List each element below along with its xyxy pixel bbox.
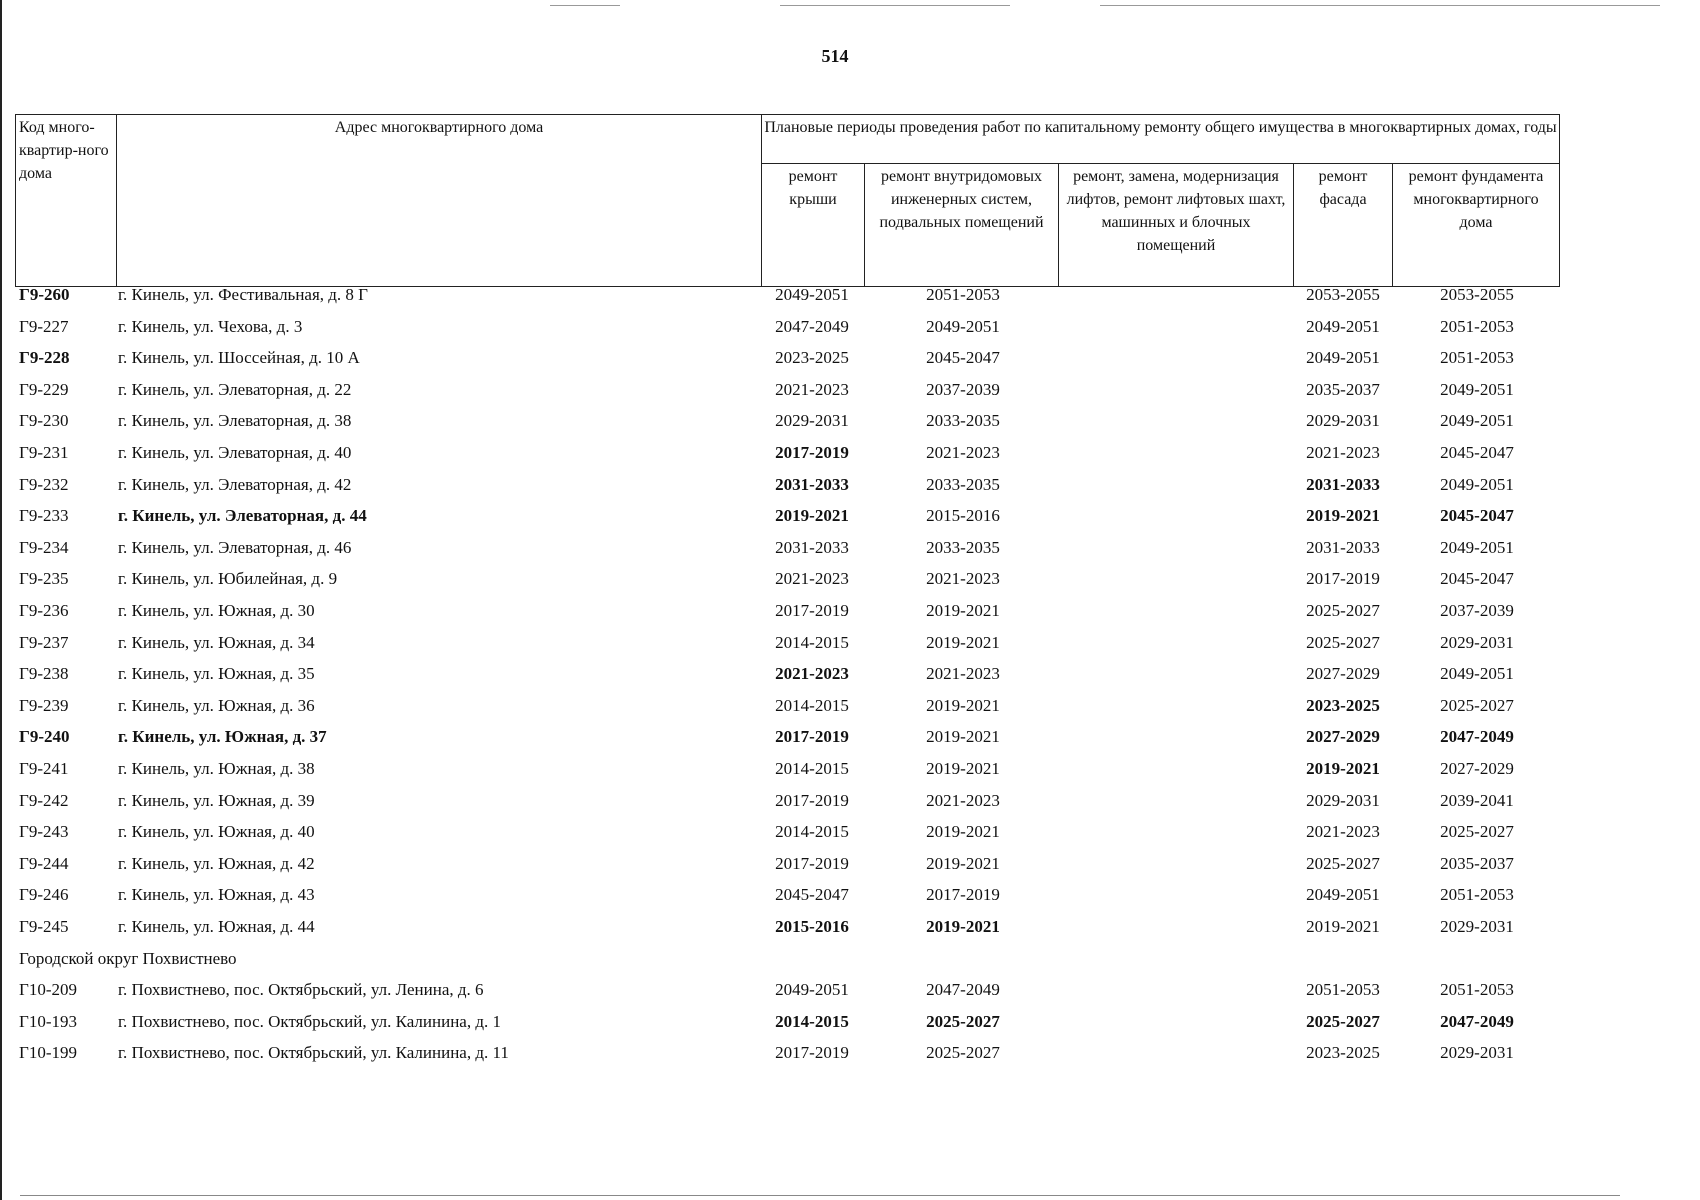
scan-line-top (1100, 5, 1660, 6)
cell-facade: 2049-2051 (1306, 316, 1380, 336)
cell-code: Г9-260 (19, 285, 70, 304)
cell-foundation: 2047-2049 (1440, 1011, 1514, 1031)
cell-foundation: 2049-2051 (1440, 411, 1514, 431)
cell-engineering: 2025-2027 (926, 1043, 1000, 1063)
cell-engineering: 2037-2039 (926, 379, 1000, 399)
cell-address: г. Кинель, ул. Южная, д. 40 (118, 822, 315, 842)
cell-address: г. Похвистнево, пос. Октябрьский, ул. Ленина, д. 6 (118, 980, 484, 1000)
cell-address: г. Кинель, ул. Юбилейная, д. 9 (118, 569, 338, 589)
cell-facade: 2025-2027 (1306, 601, 1380, 620)
cell-facade: 2021-2023 (1306, 822, 1380, 842)
table-row (0, 727, 1700, 759)
cell-code: Г9-244 (19, 853, 69, 873)
table-row (0, 443, 1700, 475)
cell-roof: 2049-2051 (775, 980, 849, 1000)
scan-line-top (780, 5, 1010, 6)
cell-address: г. Кинель, ул. Южная, д. 36 (118, 695, 315, 715)
cell-engineering: 2019-2021 (926, 759, 1000, 778)
cell-code: Г9-236 (19, 601, 69, 620)
table-header (15, 114, 1560, 287)
cell-engineering: 2021-2023 (926, 790, 1000, 810)
cell-engineering: 2049-2051 (926, 316, 1000, 336)
cell-roof: 2023-2025 (775, 348, 849, 368)
cell-facade: 2049-2051 (1306, 348, 1380, 368)
cell-engineering: 2045-2047 (926, 348, 1000, 368)
cell-facade: 2035-2037 (1306, 379, 1380, 399)
cell-code: Г9-237 (19, 632, 69, 652)
cell-roof: 2031-2033 (775, 474, 849, 494)
cell-code: Г9-229 (19, 379, 69, 399)
table-row (0, 633, 1700, 665)
cell-foundation: 2049-2051 (1440, 664, 1514, 684)
table-row (0, 1012, 1700, 1044)
cell-engineering: 2017-2019 (926, 885, 1000, 905)
cell-roof: 2029-2031 (775, 411, 849, 431)
cell-roof: 2014-2015 (775, 822, 849, 842)
header-code: Код много-квартир-ного дома (16, 115, 117, 287)
cell-roof: 2017-2019 (775, 727, 849, 747)
cell-address: г. Кинель, ул. Фестивальная, д. 8 Г (118, 285, 369, 304)
cell-foundation: 2039-2041 (1440, 790, 1514, 810)
cell-address: г. Кинель, ул. Чехова, д. 3 (118, 316, 303, 336)
table-row (0, 980, 1700, 1012)
table-row (0, 348, 1700, 380)
cell-roof: 2031-2033 (775, 537, 849, 557)
cell-roof: 2021-2023 (775, 664, 849, 684)
table-row (0, 696, 1700, 728)
cell-code: Г9-238 (19, 664, 69, 684)
cell-engineering: 2033-2035 (926, 474, 1000, 494)
cell-code: Г9-242 (19, 790, 69, 810)
cell-foundation: 2053-2055 (1440, 285, 1514, 304)
cell-foundation: 2029-2031 (1440, 917, 1514, 936)
header-engineering: ремонт внутридомовых инженерных систем, подвальных помещений (865, 163, 1059, 286)
cell-code: Г9-239 (19, 695, 69, 715)
cell-foundation: 2045-2047 (1440, 506, 1514, 526)
cell-address: г. Кинель, ул. Шоссейная, д. 10 А (118, 348, 360, 368)
cell-foundation: 2037-2039 (1440, 601, 1514, 620)
cell-facade: 2031-2033 (1306, 474, 1380, 494)
cell-facade: 2019-2021 (1306, 917, 1380, 936)
cell-foundation: 2049-2051 (1440, 379, 1514, 399)
cell-roof: 2017-2019 (775, 443, 849, 462)
scan-line-bottom (20, 1195, 1620, 1196)
cell-roof: 2021-2023 (775, 379, 849, 399)
cell-foundation: 2029-2031 (1440, 632, 1514, 652)
cell-address: г. Кинель, ул. Южная, д. 44 (118, 917, 315, 936)
cell-facade: 2023-2025 (1306, 1043, 1380, 1063)
table-row (0, 317, 1700, 349)
cell-engineering: 2019-2021 (926, 727, 1000, 747)
cell-facade: 2053-2055 (1306, 285, 1380, 304)
cell-code: Г9-246 (19, 885, 69, 905)
cell-engineering: 2047-2049 (926, 980, 1000, 1000)
cell-address: г. Кинель, ул. Южная, д. 39 (118, 790, 315, 810)
cell-address: г. Кинель, ул. Южная, д. 38 (118, 759, 315, 778)
cell-engineering: 2019-2021 (926, 695, 1000, 715)
cell-address: г. Кинель, ул. Южная, д. 34 (118, 632, 315, 652)
cell-foundation: 2051-2053 (1440, 348, 1514, 368)
cell-roof: 2021-2023 (775, 569, 849, 589)
cell-foundation: 2049-2051 (1440, 474, 1514, 494)
cell-engineering: 2025-2027 (926, 1011, 1000, 1031)
table-row (0, 822, 1700, 854)
cell-foundation: 2047-2049 (1440, 727, 1514, 747)
cell-roof: 2047-2049 (775, 316, 849, 336)
cell-foundation: 2051-2053 (1440, 980, 1514, 1000)
cell-address: г. Кинель, ул. Южная, д. 30 (118, 601, 315, 620)
cell-code: Г9-234 (19, 537, 69, 557)
table-row (0, 475, 1700, 507)
cell-foundation: 2025-2027 (1440, 695, 1514, 715)
cell-address: г. Кинель, ул. Южная, д. 42 (118, 853, 315, 873)
cell-code: Г9-240 (19, 727, 70, 747)
header-address: Адрес многоквартирного дома (117, 115, 762, 287)
cell-foundation: 2049-2051 (1440, 537, 1514, 557)
table-row (0, 506, 1700, 538)
cell-facade: 2019-2021 (1306, 506, 1380, 526)
cell-facade: 2025-2027 (1306, 1011, 1380, 1031)
cell-code: Г9-241 (19, 759, 69, 778)
cell-engineering: 2051-2053 (926, 285, 1000, 304)
cell-facade: 2025-2027 (1306, 853, 1380, 873)
cell-roof: 2015-2016 (775, 917, 849, 936)
table-row (0, 411, 1700, 443)
cell-address: г. Кинель, ул. Южная, д. 43 (118, 885, 315, 905)
cell-address: г. Похвистнево, пос. Октябрьский, ул. Калинина, д. 1 (118, 1011, 501, 1031)
scan-line-top (550, 5, 620, 6)
header-facade: ремонт фасада (1294, 163, 1393, 286)
cell-roof: 2017-2019 (775, 601, 849, 620)
section-title: Городской округ Похвистнево (19, 948, 237, 968)
cell-foundation: 2027-2029 (1440, 759, 1514, 778)
cell-engineering: 2021-2023 (926, 569, 1000, 589)
cell-engineering: 2019-2021 (926, 822, 1000, 842)
cell-code: Г9-233 (19, 506, 69, 526)
cell-address: г. Кинель, ул. Элеваторная, д. 22 (118, 379, 352, 399)
cell-engineering: 2015-2016 (926, 506, 1000, 526)
table-row (0, 854, 1700, 886)
cell-address: г. Похвистнево, пос. Октябрьский, ул. Калинина, д. 11 (118, 1043, 509, 1063)
cell-roof: 2017-2019 (775, 853, 849, 873)
cell-code: Г10-199 (19, 1043, 77, 1063)
cell-code: Г9-230 (19, 411, 69, 431)
cell-foundation: 2051-2053 (1440, 885, 1514, 905)
header-roof: ремонт крыши (762, 163, 865, 286)
cell-roof: 2019-2021 (775, 506, 849, 526)
cell-engineering: 2033-2035 (926, 411, 1000, 431)
cell-facade: 2027-2029 (1306, 664, 1380, 684)
cell-roof: 2014-2015 (775, 1011, 849, 1031)
cell-address: г. Кинель, ул. Элеваторная, д. 38 (118, 411, 352, 431)
table-row (0, 885, 1700, 917)
page-number: 514 (821, 46, 849, 66)
cell-engineering: 2021-2023 (926, 443, 1000, 462)
cell-engineering: 2019-2021 (926, 917, 1000, 936)
table-row (0, 601, 1700, 633)
cell-engineering: 2019-2021 (926, 853, 1000, 873)
table-row (0, 1043, 1700, 1075)
cell-address: г. Кинель, ул. Южная, д. 37 (118, 727, 327, 747)
cell-facade: 2051-2053 (1306, 980, 1380, 1000)
cell-code: Г9-235 (19, 569, 69, 589)
cell-engineering: 2021-2023 (926, 664, 1000, 684)
cell-roof: 2014-2015 (775, 695, 849, 715)
table-row (0, 380, 1700, 412)
cell-engineering: 2019-2021 (926, 601, 1000, 620)
cell-foundation: 2029-2031 (1440, 1043, 1514, 1063)
cell-facade: 2023-2025 (1306, 695, 1380, 715)
header-periods: Плановые периоды проведения работ по капитальному ремонту общего имущества в многоквартирных домах, годы (762, 115, 1560, 164)
cell-facade: 2021-2023 (1306, 443, 1380, 462)
cell-facade: 2049-2051 (1306, 885, 1380, 905)
cell-roof: 2014-2015 (775, 632, 849, 652)
cell-address: г. Кинель, ул. Элеваторная, д. 44 (118, 506, 367, 526)
cell-roof: 2017-2019 (775, 790, 849, 810)
cell-roof: 2014-2015 (775, 759, 849, 778)
cell-engineering: 2019-2021 (926, 632, 1000, 652)
cell-foundation: 2045-2047 (1440, 443, 1514, 462)
cell-facade: 2029-2031 (1306, 790, 1380, 810)
header-foundation: ремонт фундамента многоквартирного дома (1393, 163, 1560, 286)
cell-address: г. Кинель, ул. Элеваторная, д. 46 (118, 537, 352, 557)
header-lifts: ремонт, замена, модернизация лифтов, ремонт лифтовых шахт, машинных и блочных помещений (1059, 163, 1294, 286)
cell-code: Г9-245 (19, 917, 69, 936)
cell-address: г. Кинель, ул. Южная, д. 35 (118, 664, 315, 684)
cell-engineering: 2033-2035 (926, 537, 1000, 557)
cell-foundation: 2035-2037 (1440, 853, 1514, 873)
table-row (0, 538, 1700, 570)
cell-roof: 2045-2047 (775, 885, 849, 905)
cell-facade: 2029-2031 (1306, 411, 1380, 431)
cell-foundation: 2051-2053 (1440, 316, 1514, 336)
cell-roof: 2017-2019 (775, 1043, 849, 1063)
cell-facade: 2019-2021 (1306, 759, 1380, 778)
table-row (0, 569, 1700, 601)
cell-foundation: 2025-2027 (1440, 822, 1514, 842)
cell-facade: 2025-2027 (1306, 632, 1380, 652)
cell-code: Г9-243 (19, 822, 69, 842)
cell-code: Г10-209 (19, 980, 77, 1000)
cell-foundation: 2045-2047 (1440, 569, 1514, 589)
table-row (0, 664, 1700, 696)
table-row (0, 917, 1700, 949)
cell-facade: 2027-2029 (1306, 727, 1380, 747)
cell-code: Г9-232 (19, 474, 69, 494)
cell-address: г. Кинель, ул. Элеваторная, д. 42 (118, 474, 352, 494)
cell-facade: 2031-2033 (1306, 537, 1380, 557)
cell-code: Г9-231 (19, 443, 69, 462)
cell-code: Г10-193 (19, 1011, 77, 1031)
cell-roof: 2049-2051 (775, 285, 849, 304)
cell-code: Г9-228 (19, 348, 70, 368)
table-row (0, 791, 1700, 823)
cell-address: г. Кинель, ул. Элеваторная, д. 40 (118, 443, 352, 462)
cell-facade: 2017-2019 (1306, 569, 1380, 589)
table-row (0, 759, 1700, 791)
table-row (0, 285, 1700, 317)
cell-code: Г9-227 (19, 316, 69, 336)
